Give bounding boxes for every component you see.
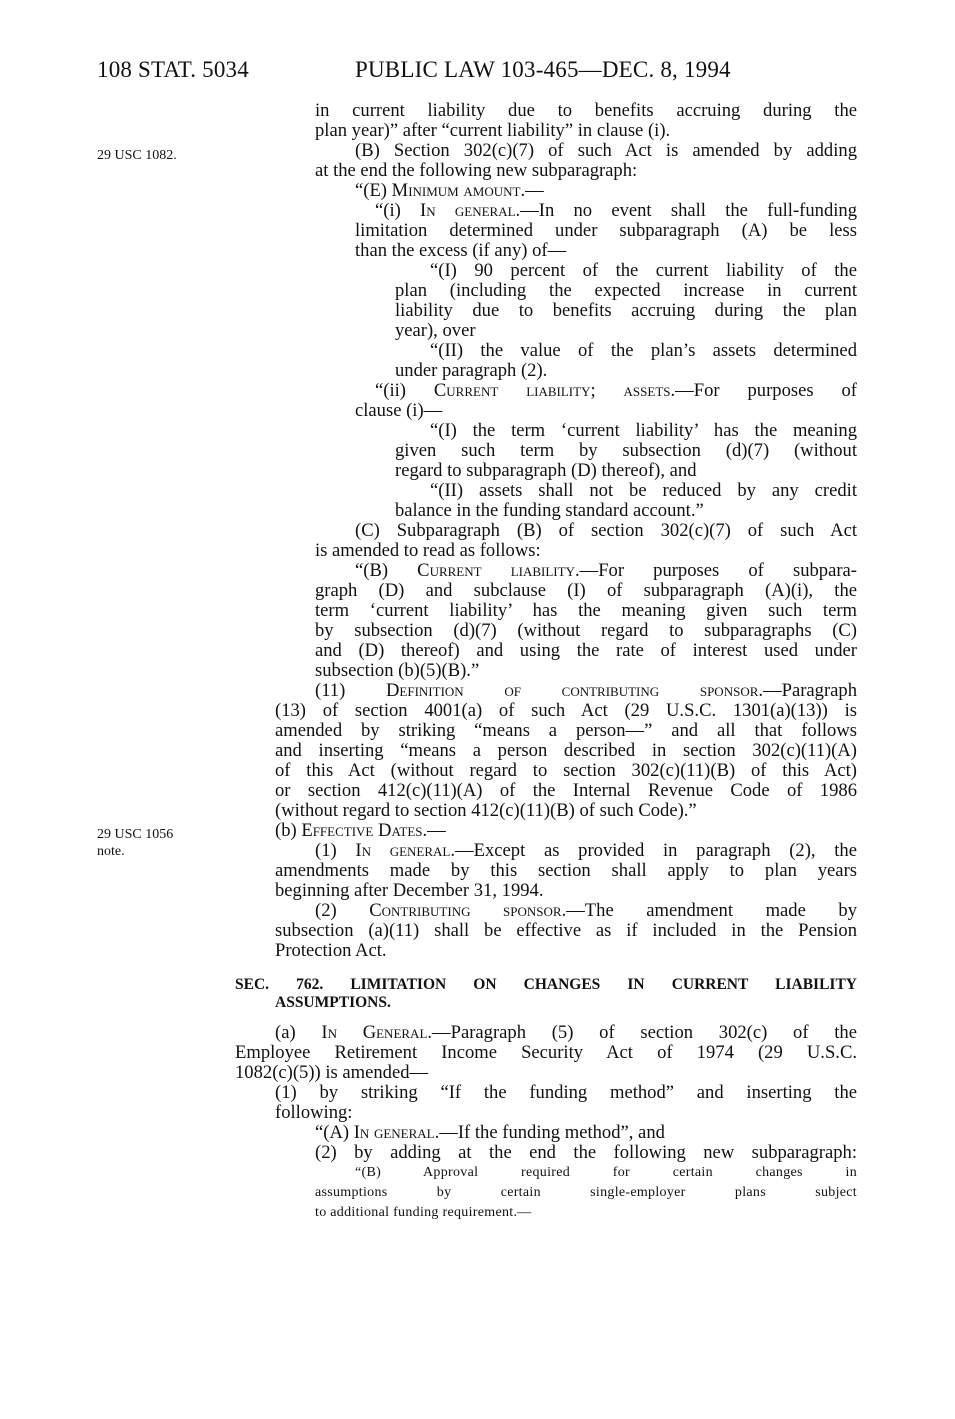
text-line: balance in the funding standard account.” bbox=[395, 500, 704, 521]
text-line: (2) Contributing sponsor.—The amendment made by bbox=[315, 900, 857, 921]
text-line: liability due to benefits accruing during the plan bbox=[395, 300, 857, 321]
text-line: 1082(c)(5)) is amended— bbox=[235, 1062, 429, 1083]
text-line: (11) Definition of contributing sponsor.—Paragraph bbox=[315, 680, 858, 701]
text-line: (2) by adding at the end the following new subparagraph: bbox=[315, 1142, 857, 1163]
text-line: subsection (b)(5)(B).” bbox=[315, 660, 480, 681]
statute-page-number: 108 STAT. 5034 bbox=[97, 57, 249, 82]
margin-note-line: 29 USC 1056 bbox=[97, 827, 174, 842]
text-line: clause (i)— bbox=[355, 400, 443, 421]
text-line: at the end the following new subparagraph: bbox=[315, 160, 638, 181]
text-line: amendments made by this section shall apply to plan years bbox=[275, 860, 857, 881]
text-line: under paragraph (2). bbox=[395, 360, 548, 381]
text-line: Employee Retirement Income Security Act of 1974 (29 U.S.C. bbox=[235, 1042, 857, 1063]
text-line: “(I) the term ‘current liability’ has the meaning bbox=[430, 420, 857, 441]
text-line: “(II) assets shall not be reduced by any credit bbox=[430, 480, 857, 501]
text-line: “(I) 90 percent of the current liability of the bbox=[430, 260, 857, 281]
text-line: plan (including the expected increase in current bbox=[395, 280, 857, 301]
text-line: in current liability due to benefits accruing during the bbox=[315, 100, 857, 121]
subsection-heading: “(E) Minimum amount.— bbox=[355, 180, 544, 201]
text-line: (1) by striking “If the funding method” and inserting the bbox=[275, 1082, 857, 1103]
text-line: to additional funding requirement.— bbox=[315, 1205, 532, 1220]
text-line: or section 412(c)(11)(A) of the Internal Revenue Code of 1986 bbox=[275, 780, 857, 801]
text-line: (1) In general.—Except as provided in paragraph (2), the bbox=[315, 840, 857, 861]
text-line: “(II) the value of the plan’s assets determined bbox=[430, 340, 857, 361]
text-line: than the excess (if any) of— bbox=[355, 240, 567, 261]
text-line: by subsection (d)(7) (without regard to subparagraphs (C) bbox=[315, 620, 857, 641]
text-line: term ‘current liability’ has the meaning given such term bbox=[315, 600, 857, 621]
text-line: (C) Subparagraph (B) of section 302(c)(7) of such Act bbox=[355, 520, 857, 541]
text-line: “(B) Current liability.—For purposes of subpara- bbox=[355, 560, 857, 581]
text-line: given such term by subsection (d)(7) (without bbox=[395, 440, 857, 461]
margin-note bbox=[97, 826, 267, 860]
section-heading-continued: ASSUMPTIONS. bbox=[275, 994, 391, 1011]
text-line: plan year)” after “current liability” in clause (i). bbox=[315, 120, 671, 141]
text-line: year), over bbox=[395, 320, 476, 341]
text-line: limitation determined under subparagraph (A) be less bbox=[355, 220, 857, 241]
section-heading: SEC. 762. LIMITATION ON CHANGES IN CURRENT LIABILITY bbox=[235, 976, 857, 993]
margin-note-line: note. bbox=[97, 844, 125, 859]
text-line: (a) In General.—Paragraph (5) of section 302(c) of the bbox=[275, 1022, 857, 1043]
text-line: (B) Section 302(c)(7) of such Act is amended by adding bbox=[355, 140, 857, 161]
text-line: (without regard to section 412(c)(11)(B) of such Code).” bbox=[275, 800, 697, 821]
text-line: is amended to read as follows: bbox=[315, 540, 541, 561]
text-line: amended by striking “means a person—” and all that follows bbox=[275, 720, 857, 741]
text-line: “(i) In general.—In no event shall the full-funding bbox=[375, 200, 857, 221]
text-line: assumptions by certain single-employer plans subject bbox=[315, 1185, 857, 1200]
text-line: “(A) In general.—If the funding method”, and bbox=[315, 1122, 665, 1143]
text-line: following: bbox=[275, 1102, 353, 1123]
text-line: of this Act (without regard to section 302(c)(11)(B) of this Act) bbox=[275, 760, 857, 781]
text-line: regard to subparagraph (D) thereof), and bbox=[395, 460, 697, 481]
margin-note: 29 USC 1082. bbox=[97, 148, 177, 163]
text-line: beginning after December 31, 1994. bbox=[275, 880, 544, 901]
text-line: “(B) Approval required for certain changes in bbox=[355, 1165, 857, 1180]
text-line: (13) of section 4001(a) of such Act (29 U.S.C. 1301(a)(13)) is bbox=[275, 700, 857, 721]
text-line: graph (D) and subclause (I) of subparagraph (A)(i), the bbox=[315, 580, 857, 601]
subsection-heading: (b) Effective Dates.— bbox=[275, 820, 446, 841]
text-line: subsection (a)(11) shall be effective as if included in the Pension bbox=[275, 920, 857, 941]
running-header: PUBLIC LAW 103-465—DEC. 8, 1994 bbox=[355, 57, 731, 82]
text-line: and inserting “means a person described in section 302(c)(11)(A) bbox=[275, 740, 857, 761]
text-line: and (D) thereof) and using the rate of interest used under bbox=[315, 640, 857, 661]
text-line: Protection Act. bbox=[275, 940, 387, 961]
text-line: “(ii) Current liability; assets.—For purposes of bbox=[375, 380, 857, 401]
